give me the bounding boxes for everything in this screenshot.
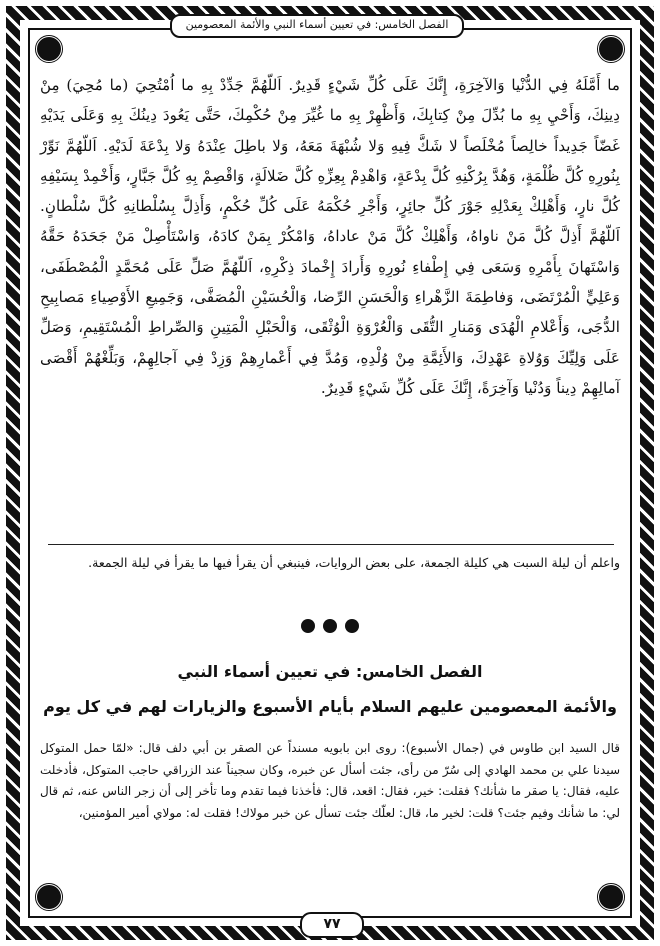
dot-icon [345,619,359,633]
prayer-line: وَعَلِيٍّ الْمُرْتَضَى، وَفاطِمَةَ الزَّهْراءِ وَالْحَسَنِ الرِّضا، وَالْحُسَيْنِ الْمُصَفَّى، وَجَمِيعِ [139,288,620,307]
prayer-line: فِي أَعْمارِهِمْ وَزِدْ فِي آجالِهِمْ، وَبَلِّغْهُمْ أَقْصَى آمالِهِمْ دِيناً وَدُنْيا وَآخِرَةً، إِنَّكَ عَلَى كُلِّ [40,348,620,397]
corner-ornament-icon [596,34,626,64]
prayer-line: الأَوْصِياءِ مَصابِيحِ الدُّجَى، وَأَعْلامِ الْهُدَى وَمَنارِ التُّقَى وَالْعُرْوَةِ الْوُثْقَى، وَالْحَبْلِ [40,288,620,337]
prayer-line: بِعِزِّهِ كُلَّ ضَلالَةٍ، وَاقْصِمْ بِهِ كُلَّ جَبَّارٍ، وَأَخْمِدْ بِسَيْفِهِ كُلَّ نارٍ، وَأَهْلِكْ بِعَدْلِهِ جَوْرَ كُلِّ [40,166,620,216]
corner-ornament-icon [34,34,64,64]
prayer-line: الْمَتِينِ وَالصِّراطِ الْمُسْتَقِيمِ، وَصَلِّ عَلَى وَلِيِّكَ وَوُلاةِ عَهْدِكَ، وَالأَئِمَّةِ مِنْ وُلْدِهِ، وَمُدَّ [40,318,620,367]
prayer-line: مُحِيَ) مِنْ دِينِكَ، وَأَحْيِ بِهِ ما بُدِّلَ مِنْ كِتابِكَ، وَأَظْهِرْ بِهِ ما غُيِّرَ مِنْ حُكْمِكَ، حَتَّى [40,76,620,125]
prayer-line: بِأَمْرِهِ وَسَعَى فِي إِطْفاءِ نُورِهِ وَأَرادَ إِخْمادَ ذِكْرِهِ، اَللّهُمَّ صَلِّ عَلَى مُحَمَّدٍ الْمُصْطَفَى، [40,257,562,276]
corner-ornament-icon [596,882,626,912]
prayer-line: يَعُودَ دِينُكَ بِهِ وَعَلَى يَدَيْهِ غَضّاً جَدِيداً خالِصاً مُخْلَصاً لا شَكَّ فِيهِ وَلا شُبْهَةَ مَعَهُ، وَلا [40,106,620,155]
prayer-line: جائِرٍ، وَأَجْرِ حُكْمَهُ عَلَى كُلِّ حُكْمٍ، وَأَذِلَّ بِسُلْطانِهِ كُلَّ سُلْطانٍ. اَللّهُمَّ أَذِلَّ كُلَّ مَنْ [40,197,620,246]
page-number: ٧٧ [300,912,364,938]
prayer-line: شَيْءٍ قَدِيرٌ. [320,378,391,397]
prayer-line: باطِلَ عِنْدَهُ وَلا بِدْعَةَ لَدَيْهِ. اَللّهُمَّ نَوِّرْ بِنُورِهِ كُلَّ ظُلْمَةٍ، وَهُدَّ بِرُكْنِهِ كُلَّ بِدْعَةٍ، وَاهْدِمْ [40,136,620,185]
prayer-text [40,70,620,403]
prayer-block [40,70,620,403]
corner-ornament-icon [34,882,64,912]
running-header: الفصل الخامس: في تعيين أسماء النبي والأئمة المعصومين [170,14,464,38]
body-paragraph: قال السيد ابن طاوس في (جمال الأسبوع): روى ابن بابويه مسنداً عن الصقر بن أبي دلف قال: «لمّا حمل المتوكل سيدنا علي بن محمد الهادي إلى سُرّ من رأى، جئت أسأل عن خبره، وكان سجيناً عند الزراقي حاجب المتوكل، فأدخلت عليه، فقال: يا صقر ما شأنك؟ فقلت: خير، فقال: اقعد، قال: فأخذنا فيما تقدم وما تأخر إلى أن زجر الناس عنه، ثم قال لي: ما شأنك وفيم جئت؟ قلت: لخير ما، قال: لعلّك جئت تسأل عن خبر مولاك! فقلت له: مولاي أمير المؤمنين، [40,741,620,820]
dot-icon [301,619,315,633]
prayer-line: ما أَمَّلَهُ فِي الدُّنْيا وَالآخِرَةِ، إِنَّكَ عَلَى كُلِّ شَيْءٍ قَدِيرٌ. اَللّهُمَّ جَدِّدْ بِهِ ما اُمْتُحِيَ (ما [102,76,621,94]
prayer-line: ناواهُ، وَأَهْلِكْ كُلَّ مَنْ عاداهُ، وَامْكُرْ بِمَنْ كادَهُ، وَاسْتَأْصِلْ مَنْ جَحَدَهُ حَقَّهُ وَاسْتَهانَ [40,227,620,276]
divider [48,544,614,545]
section-separator [0,614,660,639]
chapter-title-line-1: الفصل الخامس: في تعيين أسماء النبي [177,662,483,681]
dot-icon [323,619,337,633]
chapter-title-line-2: والأئمة المعصومين عليهم السلام بأيام الأسبوع والزيارات لهم في كل يوم [43,697,617,716]
note-paragraph: واعلم أن ليلة السبت هي كليلة الجمعة، على بعض الروايات، فينبغي أن يقرأ فيها ما يقرأ في ليلة الجمعة. [88,555,620,570]
